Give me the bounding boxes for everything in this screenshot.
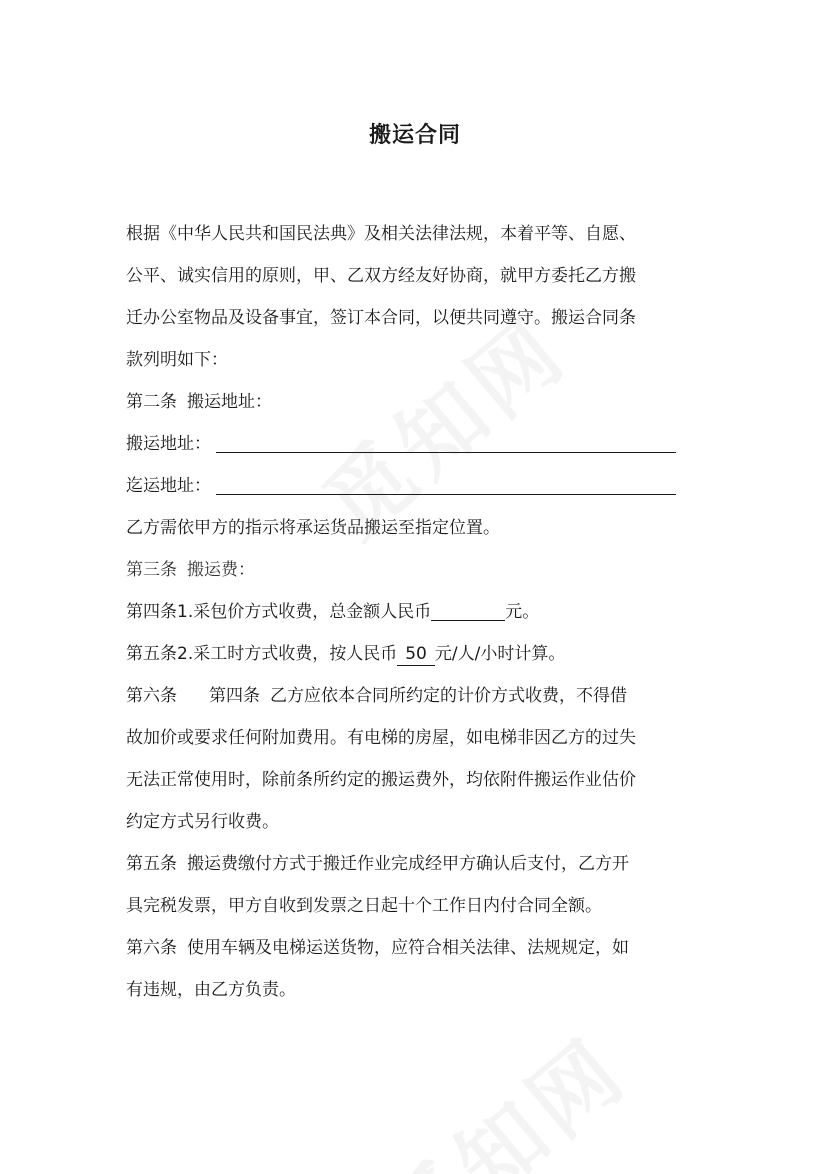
origin-address-row: [126, 423, 726, 465]
article-text: 搬运费缴付方式于搬迁作业完成经甲方确认后支付，乙方开: [187, 854, 629, 874]
payment-article-line: 具完税发票，甲方自收到发票之日起十个工作日内付合同全额。: [126, 896, 602, 916]
article-number: 第五条: [126, 854, 177, 874]
article-6-line: [126, 675, 726, 717]
article-heading: 搬运地址：: [187, 392, 272, 412]
contract-body: [126, 213, 726, 1011]
document-title: 搬运合同: [368, 123, 461, 148]
article-text: 2.采工时方式收费，按人民币: [177, 644, 398, 664]
intro-line: 迁办公室物品及设备事宜，签订本合同，以便共同遵守。搬运合同条: [126, 308, 636, 328]
article-text: 1.采包价方式收费，总金额人民币: [177, 602, 432, 622]
article-3-heading: [126, 549, 726, 591]
intro-line: 根据《中华人民共和国民法典》及相关法律法规，本着平等、自愿、: [126, 224, 636, 244]
vehicle-article-line: [126, 927, 726, 969]
article-number: 第六条: [126, 686, 177, 706]
article-2-heading: [126, 381, 726, 423]
article-heading: 搬运费：: [187, 560, 255, 580]
destination-address-blank[interactable]: [216, 470, 676, 495]
destination-address-label: 迄运地址：: [126, 476, 211, 496]
article-number: 第二条: [126, 392, 177, 412]
article-text: 乙方应依本合同所约定的计价方式收费，不得借: [270, 686, 627, 706]
origin-address-blank[interactable]: [216, 428, 676, 453]
sub-article-number: 第四条: [209, 686, 260, 706]
vehicle-article-line: 有违规，由乙方负责。: [126, 980, 296, 1000]
article-6-line: 故加价或要求任何附加费用。有电梯的房屋，如电梯非因乙方的过失: [126, 728, 636, 748]
hourly-rate-value: 50: [397, 643, 435, 666]
article-text: 使用车辆及电梯运送货物，应符合相关法律、法规规定，如: [187, 938, 629, 958]
article-number: 第四条: [126, 602, 177, 622]
article-number: 第五条: [126, 644, 177, 664]
article-4-line: [126, 591, 726, 633]
intro-line: 公平、诚实信用的原则，甲、乙双方经友好协商，就甲方委托乙方搬: [126, 266, 636, 286]
article-text: 元/人/小时计算。: [434, 644, 566, 664]
article-text: 元。: [505, 602, 540, 622]
destination-address-row: [126, 465, 726, 507]
article-number: 第三条: [126, 560, 177, 580]
total-amount-blank[interactable]: [431, 596, 505, 621]
article-5-line: [126, 633, 726, 675]
watermark: [353, 1004, 649, 1174]
origin-address-label: 搬运地址：: [126, 434, 211, 454]
article-6-line: 无法正常使用时，除前条所约定的搬运费外，均依附件搬运作业估价: [126, 770, 636, 790]
intro-line: 款列明如下：: [126, 350, 228, 370]
article-6-line: 约定方式另行收费。: [126, 812, 279, 832]
article-number: 第六条: [126, 938, 177, 958]
payment-article-line: [126, 843, 726, 885]
instruction-line: 乙方需依甲方的指示将承运货品搬运至指定位置。: [126, 518, 500, 538]
